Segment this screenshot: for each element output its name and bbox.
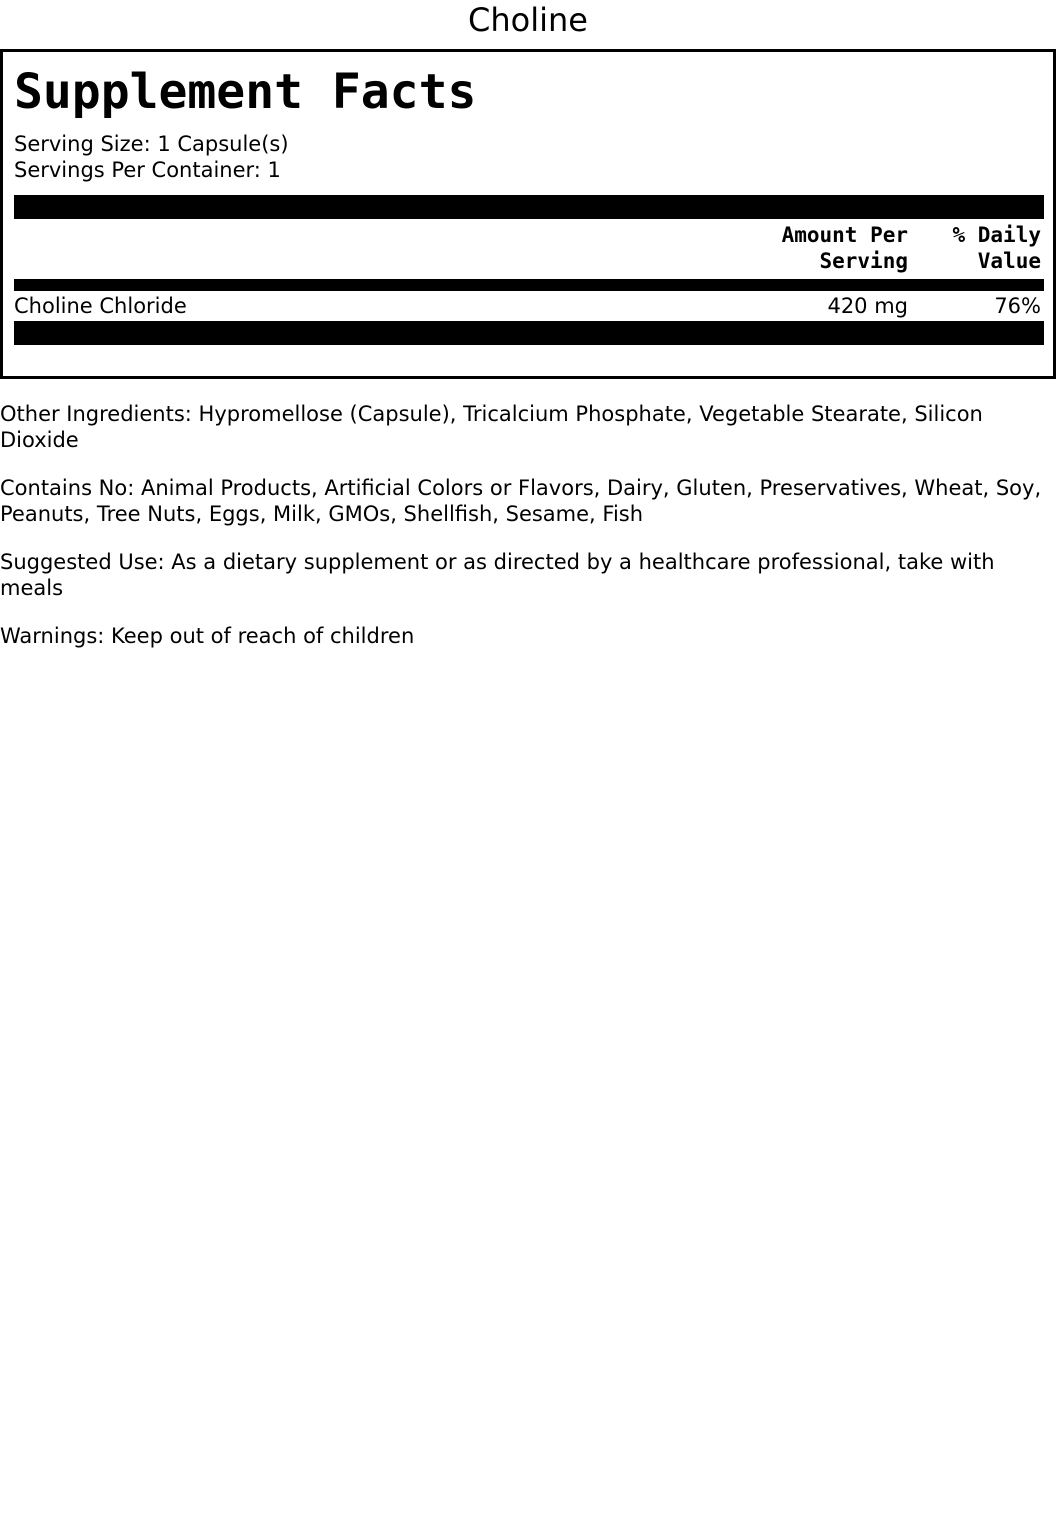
product-title: Choline	[468, 1, 588, 39]
divider-bar-top	[14, 195, 1044, 219]
column-header-amount-line2: Serving	[819, 249, 908, 273]
ingredient-daily-value: 76%	[994, 294, 1041, 318]
warnings: Warnings: Keep out of reach of children	[0, 624, 415, 648]
facts-heading: Supplement Facts	[14, 64, 477, 120]
column-header-daily-value-line2: Value	[977, 249, 1041, 273]
column-header-amount-line1: Amount Per	[781, 223, 908, 247]
serving-size: Serving Size: 1 Capsule(s)	[14, 132, 289, 156]
ingredient-name: Choline Chloride	[14, 294, 187, 318]
contains-no: Contains No: Animal Products, Artificial Colors or Flavors, Dairy, Gluten, Preservatives, Wheat, Soy, Peanuts, Tree Nuts, Eggs, Milk, GMOs, Shellfish, Sesame, Fish	[0, 476, 1042, 526]
other-ingredients: Other Ingredients: Hypromellose (Capsule), Tricalcium Phosphate, Vegetable Stearate, Silicon Dioxide	[0, 402, 983, 452]
suggested-use: Suggested Use: As a dietary supplement or as directed by a healthcare professional, take with meals	[0, 550, 995, 600]
label-notes	[0, 401, 1056, 671]
column-header-amount	[708, 222, 908, 274]
column-header-daily-value-line1: % Daily	[952, 223, 1041, 247]
supplement-facts-panel	[0, 49, 1056, 379]
divider-bar-middle	[14, 279, 1044, 291]
divider-bar-bottom	[14, 321, 1044, 345]
column-header-daily-value	[921, 222, 1041, 274]
ingredient-amount: 420 mg	[827, 294, 908, 318]
servings-per-container: Servings Per Container: 1	[14, 158, 281, 182]
